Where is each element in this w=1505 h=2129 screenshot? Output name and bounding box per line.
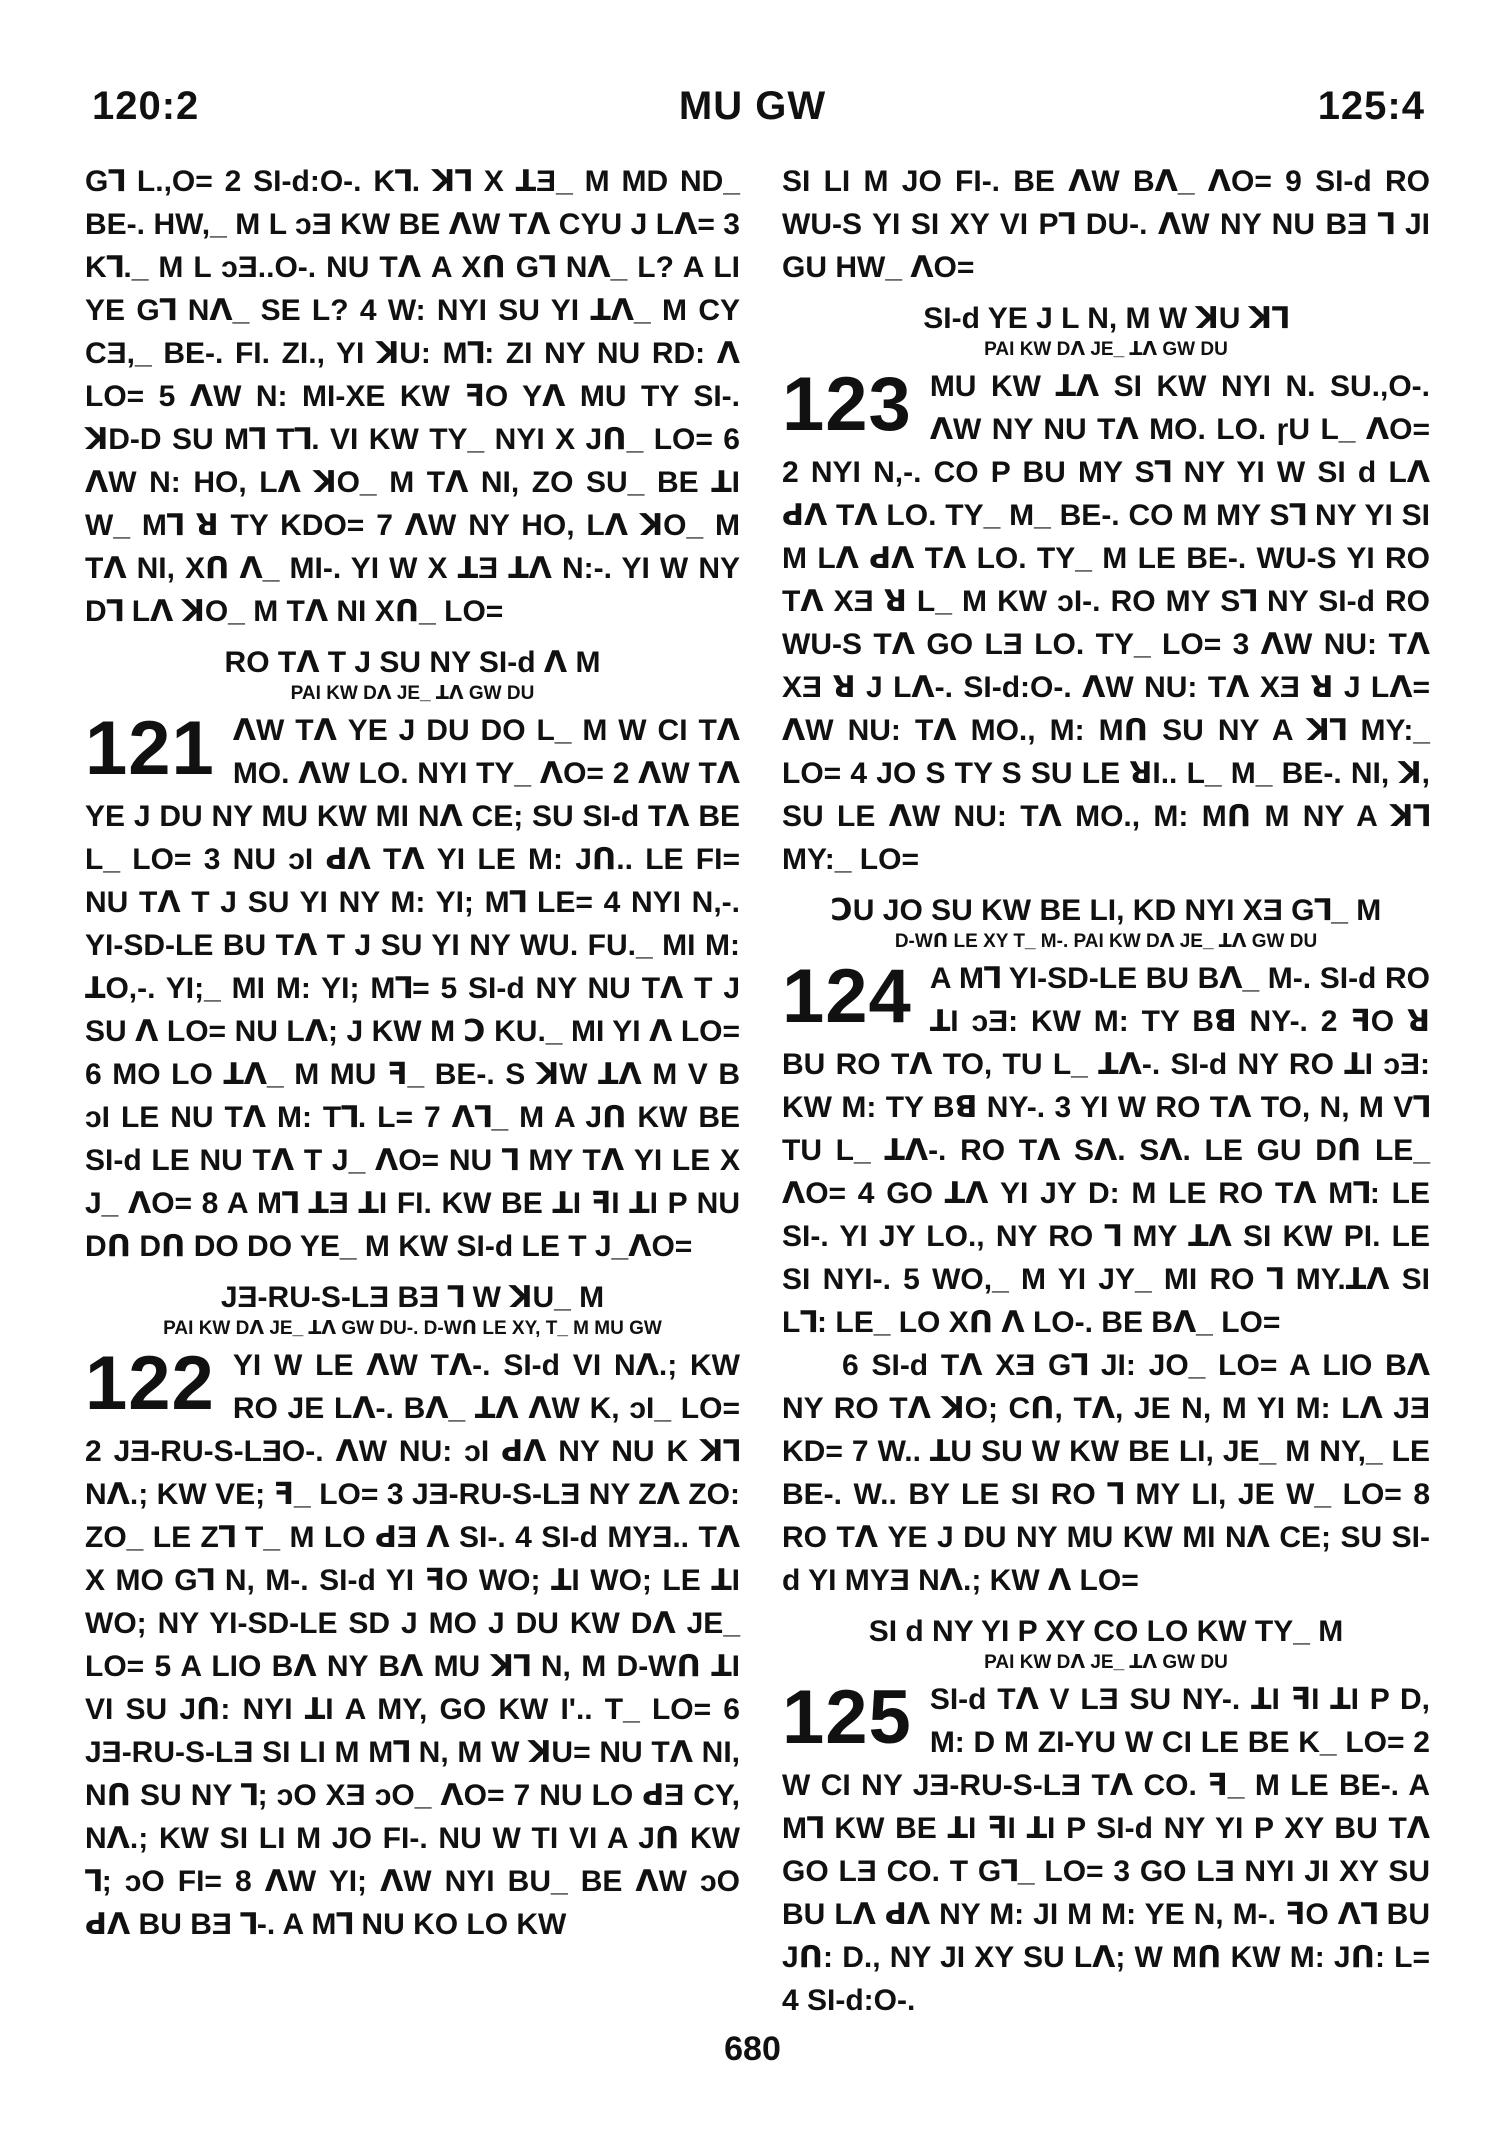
chapter-122-subtitle: PAI KW Dꓥ JE_ ꓕꓥ GW DU-. D-Wꓵ LE XY, T_ M MU GW [163, 1318, 662, 1339]
header-left-reference: 120:2 [92, 84, 200, 128]
chapter-122 [85, 1341, 740, 1946]
right-column [782, 160, 1430, 2022]
chapter-121-text: ꓥW Tꓥ YE J DU DO L_ M W CI Tꓥ MO. ꓥW LO. NYI TY_ ꓥO= 2 ꓥW Tꓥ YE J DU NY MU KW MI Nꓥ CE; SU SI-d Tꓥ BE L_ LO= 3 NU ↄI ꓒꓥ Tꓥ YI LE M: Jꓵ.. LE FI= NU Tꓥ T J SU YI NY M: YI; M⅂ LE= 4 NYI N,-. YI-SD-LE BU Tꓥ T J SU YI NY WU. FU._ MI M: ꓕO,-. YI;_ MI M: YI; M⅂= 5 SI-d NY NU Tꓥ T J SU ꓥ LO= NU Lꓥ; J KW M Ↄ KU._ MI YI ꓥ LO= 6 MO LO ꓕꓥ_ M MU ꟻ_ BE-. S ꓘW ꓕꓥ M V B ↄI LE NU Tꓥ M: T⅂. L= 7 ꓥ⅂_ M A Jꓵ KW BE SI-d LE NU Tꓥ T J_ ꓥO= NU ⅂ MY Tꓥ YI LE X J_ ꓥO= 8 A M⅂ ꓕƎ ꓕI FI. KW BE ꓕI ꟻI ꓕI P NU Dꓵ Dꓵ DO DO YE_ M KW SI-d LE T J_ꓥO= [85, 714, 740, 1263]
left-column [85, 160, 740, 1946]
chapter-124-subtitle: D-Wꓵ LE XY T_ M-. PAI KW Dꓥ JE_ ꓕꓥ GW DU [894, 931, 1318, 952]
header-right-reference: 125:4 [1317, 84, 1425, 128]
chapter-121-subtitle: PAI KW Dꓥ JE_ ꓕꓥ GW DU [290, 683, 535, 704]
chapter-121 [85, 706, 740, 1268]
chapter-125-subtitle: PAI KW Dꓥ JE_ ꓕꓥ GW DU [984, 1652, 1228, 1673]
chapter-124-number: 124 [782, 954, 912, 1039]
chapter-122-number: 122 [85, 1341, 215, 1426]
chapter-123 [782, 362, 1430, 881]
chapter-123-title: SI-d YE J L N, M W ꓘU ꓘ⅂ [923, 302, 1289, 335]
chapter-125-text: SI-d Tꓥ V LƎ SU NY-. ꓕI ꟻI ꓕI P D, M: D M ZI-YU W CI LE BE K_ LO= 2 W CI NY JƎ-RU-S-LƎ Tꓥ CO. ꟻ_ M LE BE-. A M⅂ KW BE ꓕI ꟻI ꓕI P SI-d NY YI P XY BU Tꓥ GO LƎ CO. T G⅂_ LO= 3 GO LƎ NYI JI XY SU BU Lꓥ ꓒꓥ NY M: JI M M: YE N, M-. ꟻO ꓥ⅂ BU Jꓵ: D., NY JI XY SU Lꓥ; W Mꓵ KW M: Jꓵ: L= 4 SI-d:O-. [782, 1683, 1430, 2017]
chapter-121-title: RO Tꓥ T J SU NY SI-d ꓥ M [224, 646, 601, 679]
chapter-125-title: SI d NY YI P XY CO LO KW TY_ M [868, 1615, 1344, 1648]
chapter-124-text: A M⅂ YI-SD-LE BU Bꓥ_ M-. SI-d RO ꓕI ↄƎ: KW M: TY Bꓭ NY-. 2 ꟻO ꓤ BU RO Tꓥ TO, TU L_ ꓕꓥ-. SI-d NY RO ꓕI ↄƎ: KW M: TY Bꓭ NY-. 3 YI W RO Tꓥ TO, N, M V⅂ TU L_ ꓕꓥ-. RO Tꓥ Sꓥ. Sꓥ. LE GU Dꓵ LE_ ꓥO= 4 GO ꓕꓥ YI JY D: M LE RO Tꓥ M⅂: LE SI-. YI JY LO., NY RO ⅂ MY ꓕꓥ SI KW PI. LE SI NYI-. 5 WO,_ M YI JY_ MI RO ⅂ MY.ꓕꓥ SI L⅂: LE_ LO Xꓵ ꓥ LO-. BE Bꓥ_ LO= [782, 962, 1430, 1339]
chapter-121-number: 121 [85, 706, 215, 791]
right-intro-text: SI LI M JO FI-. BE ꓥW Bꓥ_ ꓥO= 9 SI-d RO WU-S YI SI XY VI P⅂ DU-. ꓥW NY NU BƎ ⅂ JI GU HW_ ꓥO= [782, 165, 1430, 284]
chapter-122-title: JƎ-RU-S-LƎ BƎ ⅂ W ꓘU_ M [220, 1281, 605, 1314]
header-book-title: MU GW [678, 84, 827, 128]
chapter-125-number: 125 [782, 1675, 912, 1760]
chapter-123-number: 123 [782, 362, 912, 447]
chapter-123-text: MU KW ꓕꓥ SI KW NYI N. SU.,O-. ꓥW NY NU Tꓥ MO. LO. ɼU L_ ꓥO= 2 NYI N,-. CO P BU MY S⅂ NY YI W SI d Lꓥ ꓒꓥ Tꓥ LO. TY_ M_ BE-. CO M MY S⅂ NY YI SI M Lꓥ ꓒꓥ Tꓥ LO. TY_ M LE BE-. WU-S YI RO Tꓥ XƎ ꓤ L_ M KW ↄI-. RO MY S⅂ NY SI-d RO WU-S Tꓥ GO LƎ LO. TY_ LO= 3 ꓥW NU: Tꓥ XƎ ꓤ J Lꓥ-. SI-d:O-. ꓥW NU: Tꓥ XƎ ꓤ J Lꓥ= ꓥW NU: Tꓥ MO., M: Mꓵ SU NY A ꓘ⅂ MY:_ LO= 4 JO S TY S SU LE ꓤI.. L_ M_ BE-. NI, ꓘ, SU LE ꓥW NU: Tꓥ MO., M: Mꓵ M NY A ꓘ⅂ MY:_ LO= [782, 370, 1430, 876]
chapter-124-continuation: 6 SI-d Tꓥ XƎ G⅂ JI: JO_ LO= A LIO Bꓥ NY RO Tꓥ ꓘO; Cꓵ, Tꓥ, JE N, M YI M: Lꓥ JƎ KD= 7 W.. ꓕU SU W KW BE LI, JE_ M NY,_ LE BE-. W.. BY LE SI RO ⅂ MY LI, JE W_ LO= 8 RO Tꓥ YE J DU NY MU KW MI Nꓥ CE; SU SI-d YI MYƎ Nꓥ.; KW ꓥ LO= [782, 1349, 1430, 1597]
page-number: 680 [724, 2030, 781, 2068]
chapter-124 [782, 954, 1430, 1344]
chapter-124-title: ↃU JO SU KW BE LI, KD NYI XƎ G⅂_ M [830, 894, 1382, 927]
chapter-123-subtitle: PAI KW Dꓥ JE_ ꓕꓥ GW DU [984, 339, 1228, 360]
left-intro-text: G⅂ L.,O= 2 SI-d:O-. K⅂. ꓘ⅂ X ꓕƎ_ M MD ND_ BE-. HW,_ M L ↄƎ KW BE ꓥW Tꓥ CYU J Lꓥ= 3 K⅂._ M L ↄƎ..O-. NU Tꓥ A Xꓵ G⅂ Nꓥ_ L? A LI YE G⅂ Nꓥ_ SE L? 4 W: NYI SU YI ꓕꓥ_ M CY CƎ,_ BE-. FI. ZI., YI ꓘU: M⅂: ZI NY NU RD: ꓥ LO= 5 ꓥW N: MI-XE KW ꟻO Yꓥ MU TY SI-. ꓘD-D SU M⅂ T⅂. VI KW TY_ NYI X Jꓵ_ LO= 6 ꓥW N: HO, Lꓥ ꓘO_ M Tꓥ NI, ZO SU_ BE ꓕI W_ M⅂ ꓤ TY KDO= 7 ꓥW NY HO, Lꓥ ꓘO_ M Tꓥ NI, Xꓵ ꓥ_ MI-. YI W X ꓕƎ ꓕꓥ N:-. YI W NY D⅂ Lꓥ ꓘO_ M Tꓥ NI Xꓵ_ LO= [85, 165, 740, 628]
chapter-122-text: YI W LE ꓥW Tꓥ-. SI-d VI Nꓥ.; KW RO JE Lꓥ-. Bꓥ_ ꓕꓥ ꓥW K, ↄI_ LO= 2 JƎ-RU-S-LƎO-. ꓥW NU: ↄI ꓒꓥ NY NU K ꓘ⅂ Nꓥ.; KW VE; ꟻ_ LO= 3 JƎ-RU-S-LƎ NY Zꓥ ZO: ZO_ LE Z⅂ T_ M LO ꓒƎ ꓥ SI-. 4 SI-d MYƎ.. Tꓥ X MO G⅂ N, M-. SI-d YI ꟻO WO; ꓕI WO; LE ꓕI WO; NY YI-SD-LE SD J MO J DU KW Dꓥ JE_ LO= 5 A LIO Bꓥ NY Bꓥ MU ꓘ⅂ N, M D-Wꓵ ꓕI VI SU Jꓵ: NYI ꓕI A MY, GO KW I'.. T_ LO= 6 JƎ-RU-S-LƎ SI LI M M⅂ N, M W ꓘU= NU Tꓥ NI, Nꓵ SU NY ⅂; ↄO XƎ ↄO_ ꓥO= 7 NU LO ꓒƎ CY, Nꓥ.; KW SI LI M JO FI-. NU W TI VI A Jꓵ KW ⅂; ↄO FI= 8 ꓥW YI; ꓥW NYI BU_ BE ꓥW ↄO ꓒꓥ BU BƎ ⅂-. A M⅂ NU KO LO KW [85, 1349, 740, 1941]
chapter-125 [782, 1675, 1430, 2022]
